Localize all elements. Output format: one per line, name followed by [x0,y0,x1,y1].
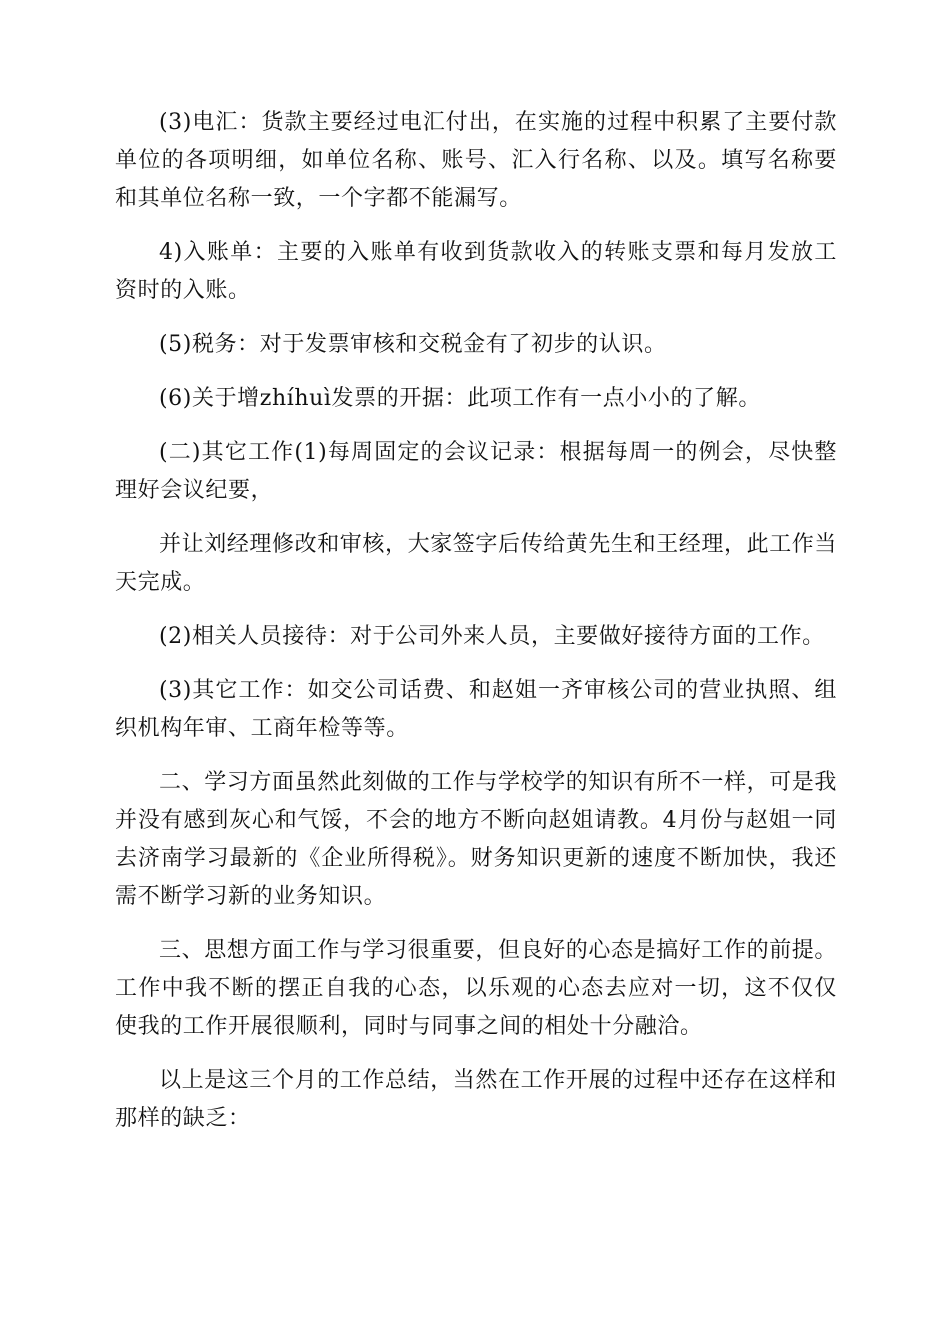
paragraph-learning: 二、学习方面虽然此刻做的工作与学校学的知识有所不一样，可是我并没有感到灰心和气馁，不会的地方不断向赵姐请教。4月份与赵姐一同去济南学习最新的《企业所得税》。财务知识更新的速度不断加快，我还需不断学习新的业务知识。 [115,770,838,909]
paragraph-other-tasks: (3)其它工作：如交公司话费、和赵姐一齐审核公司的营业执照、组织机构年审、工商年检等等。 [115,678,837,741]
paragraph-meeting-review: 并让刘经理修改和审核，大家签字后传给黄先生和王经理，此工作当天完成。 [115,532,838,595]
paragraph-other-work-meetings: (二)其它工作(1)每周固定的会议记录：根据每周一的例会，尽快整理好会议纪要， [115,440,837,503]
paragraph-mindset: 三、思想方面工作与学习很重要，但良好的心态是搞好工作的前提。工作中我不断的摆正自我的心态，以乐观的心态去应对一切，这不仅仅使我的工作开展很顺利，同时与同事之间的相处十分融洽。 [115,938,838,1039]
paragraph-invoice: (6)关于增zhíhuì发票的开据：此项工作有一点小小的了解。 [159,386,761,411]
paragraph-telegraphic-transfer: (3)电汇：货款主要经过电汇付出，在实施的过程中积累了主要付款单位的各项明细，如单位名称、账号、汇入行名称、以及。填写名称要和其单位名称一致，一个字都不能漏写。 [115,110,837,211]
paragraph-receipt-entry: 4)入账单：主要的入账单有收到货款收入的转账支票和每月发放工资时的入账。 [115,240,837,303]
paragraph-tax: (5)税务：对于发票审核和交税金有了初步的认识。 [159,332,667,357]
document-body [115,104,837,1154]
paragraph-summary: 以上是这三个月的工作总结，当然在工作开展的过程中还存在这样和那样的缺乏： [115,1068,838,1131]
paragraph-reception: (2)相关人员接待：对于公司外来人员，主要做好接待方面的工作。 [159,624,825,649]
